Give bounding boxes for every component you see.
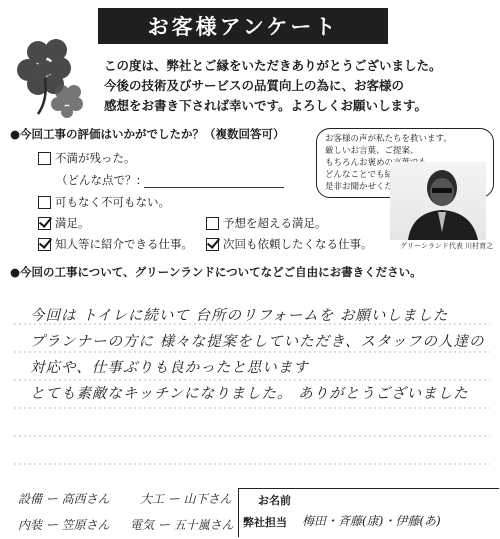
intro-line: この度は、弊社とご縁をいただきありがとうございました。 — [104, 58, 442, 73]
option-neutral[interactable] — [38, 194, 170, 210]
bubble-line: どんなことでも結構です。 — [325, 170, 427, 180]
bubble-line: お客様の声が私たちを救います。 — [325, 134, 452, 144]
option-label: 不満が残った。 — [55, 151, 136, 165]
option-label: 予想を超える満足。 — [223, 216, 327, 230]
option-satisfied[interactable] — [38, 215, 90, 231]
detail-underline — [144, 175, 284, 188]
page-title: お客様アンケート — [98, 8, 388, 44]
option-label: 満足。 — [55, 216, 90, 230]
option-label: 知人等に紹介できる仕事。 — [55, 237, 193, 251]
option-request-again[interactable] — [206, 236, 373, 252]
option-dissatisfied[interactable] — [38, 150, 136, 166]
staff-note: 内装 ー 笠原さん — [18, 518, 110, 532]
bubble-line: 厳しいお言葉、ご提案、 — [325, 146, 419, 156]
option-label: 次回も依頼したくなる仕事。 — [223, 237, 373, 251]
staff-note: 電気 ー 五十嵐さん — [130, 518, 234, 532]
question-2-label: ●今回の工事について、グリーンランドについてなどご自由にお書きください。 — [10, 265, 422, 279]
option-beyond-expectation[interactable] — [206, 215, 327, 231]
handwritten-line: 今回は トイレに続いて 台所のリフォームを お願いしました — [30, 308, 449, 324]
intro-text — [104, 56, 494, 116]
bubble-line: もちろんお褒めの言葉でも — [325, 158, 428, 168]
option-label: 可もなく不可もない。 — [55, 195, 170, 209]
representative-label: 弊社担当 — [243, 516, 287, 529]
staff-note: 大工 ー 山下さん — [140, 492, 232, 506]
name-label: お名前 — [258, 494, 291, 507]
checkbox-satisfied[interactable] — [38, 217, 51, 230]
checkbox-request-again[interactable] — [206, 238, 219, 251]
checkbox-neutral[interactable] — [38, 196, 51, 209]
handwritten-line: 対応や、仕事ぶりも良かったと思います — [30, 360, 309, 376]
handwritten-line: とても素敵なキッチンになりました。 ありがとうございました — [30, 386, 469, 402]
representative-photo — [390, 162, 486, 240]
question-1-label: ●今回工事の評価はいかがでしたか？（複数回答可） — [10, 127, 285, 141]
detail-line — [56, 172, 284, 188]
checkbox-dissatisfied[interactable] — [38, 152, 51, 165]
detail-prompt: （どんな点で？: — [56, 173, 141, 187]
handwritten-line: プランナーの方に 様々な提案をしていただき、スタッフの人達の — [30, 334, 485, 350]
intro-line: 今後の技術及びサービスの品質向上の為に、お客様の — [104, 78, 405, 93]
intro-line: 感想をお書き下されば幸いです。よろしくお願いします。 — [104, 98, 428, 113]
checkbox-beyond-expectation[interactable] — [206, 217, 219, 230]
bubble-line: 是非お聞かせください。 — [325, 182, 419, 192]
option-recommendable[interactable] — [38, 236, 193, 252]
photo-caption: グリーンランド代表 川村育之 — [400, 242, 494, 250]
staff-note: 設備 ー 高西さん — [18, 492, 110, 506]
representative-names: 梅田・斉藤(康)・伊藤(あ) — [302, 514, 441, 528]
checkbox-recommendable[interactable] — [38, 238, 51, 251]
small-clover-icon — [46, 80, 90, 124]
